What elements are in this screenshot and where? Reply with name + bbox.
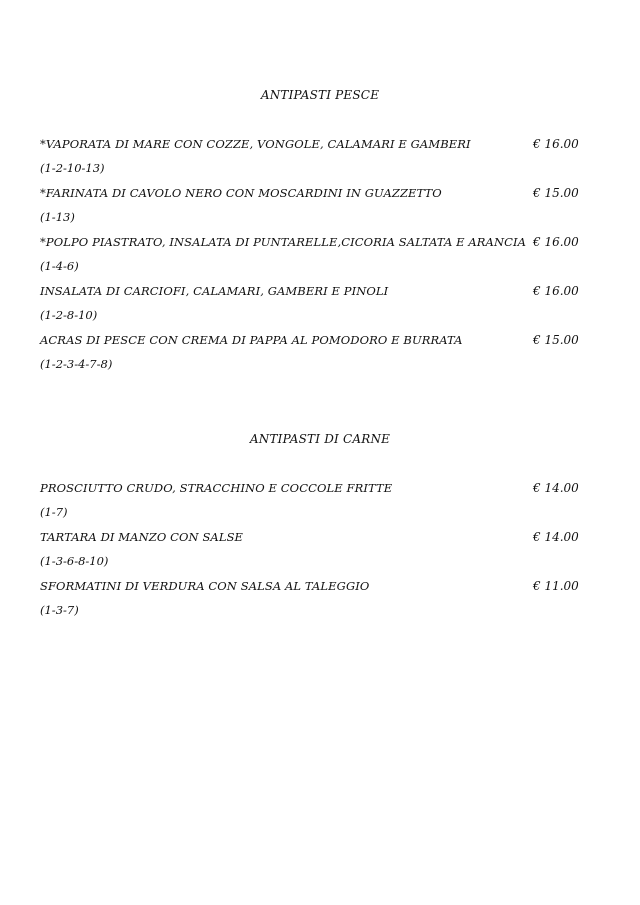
menu-item xyxy=(40,579,600,628)
menu-item xyxy=(40,137,600,186)
menu-item-allergens: (1-13) xyxy=(40,210,75,224)
menu-item-name: PROSCIUTTO CRUDO, STRACCHINO E COCCOLE FRITTE xyxy=(40,481,393,495)
section-items-antipasti-pesce xyxy=(40,137,600,382)
menu-item-price: € 11.00 xyxy=(533,579,579,593)
menu-item-name: *POLPO PIASTRATO, INSALATA DI PUNTARELLE,CICORIA SALTATA E ARANCIA xyxy=(40,235,527,249)
menu-item xyxy=(40,530,600,579)
menu-item-price: € 15.00 xyxy=(533,186,579,200)
menu-item-name: ACRAS DI PESCE CON CREMA DI PAPPA AL POMODORO E BURRATA xyxy=(40,333,463,347)
menu-item-allergens: (1-7) xyxy=(40,505,68,519)
menu-item-allergens: (1-2-8-10) xyxy=(40,308,98,322)
menu-item-name: *FARINATA DI CAVOLO NERO CON MOSCARDINI IN GUAZZETTO xyxy=(40,186,442,200)
menu-item-allergens: (1-3-7) xyxy=(40,603,79,617)
section-items-antipasti-di-carne xyxy=(40,481,600,628)
menu-item-name: INSALATA DI CARCIOFI, CALAMARI, GAMBERI E PINOLI xyxy=(40,284,389,298)
menu-item-price: € 15.00 xyxy=(533,333,579,347)
menu-item xyxy=(40,284,600,333)
menu-item-allergens: (1-2-10-13) xyxy=(40,161,105,175)
menu-item-name: TARTARA DI MANZO CON SALSE xyxy=(40,530,244,544)
menu-item xyxy=(40,186,600,235)
section-title-antipasti-pesce: ANTIPASTI PESCE xyxy=(260,88,380,102)
menu-item-price: € 14.00 xyxy=(533,530,579,544)
menu-item-allergens: (1-3-6-8-10) xyxy=(40,554,109,568)
menu-item-name: *VAPORATA DI MARE CON COZZE, VONGOLE, CALAMARI E GAMBERI xyxy=(40,137,471,151)
menu-item-price: € 16.00 xyxy=(533,284,579,298)
menu-item-price: € 14.00 xyxy=(533,481,579,495)
menu-item xyxy=(40,333,600,382)
menu-item xyxy=(40,481,600,530)
menu-item-price: € 16.00 xyxy=(533,235,579,249)
section-title-antipasti-di-carne: ANTIPASTI DI CARNE xyxy=(249,432,391,446)
menu-item-allergens: (1-2-3-4-7-8) xyxy=(40,357,113,371)
menu-item-name: SFORMATINI DI VERDURA CON SALSA AL TALEGGIO xyxy=(40,579,370,593)
menu-item xyxy=(40,235,600,284)
menu-item-allergens: (1-4-6) xyxy=(40,259,79,273)
menu-item-price: € 16.00 xyxy=(533,137,579,151)
